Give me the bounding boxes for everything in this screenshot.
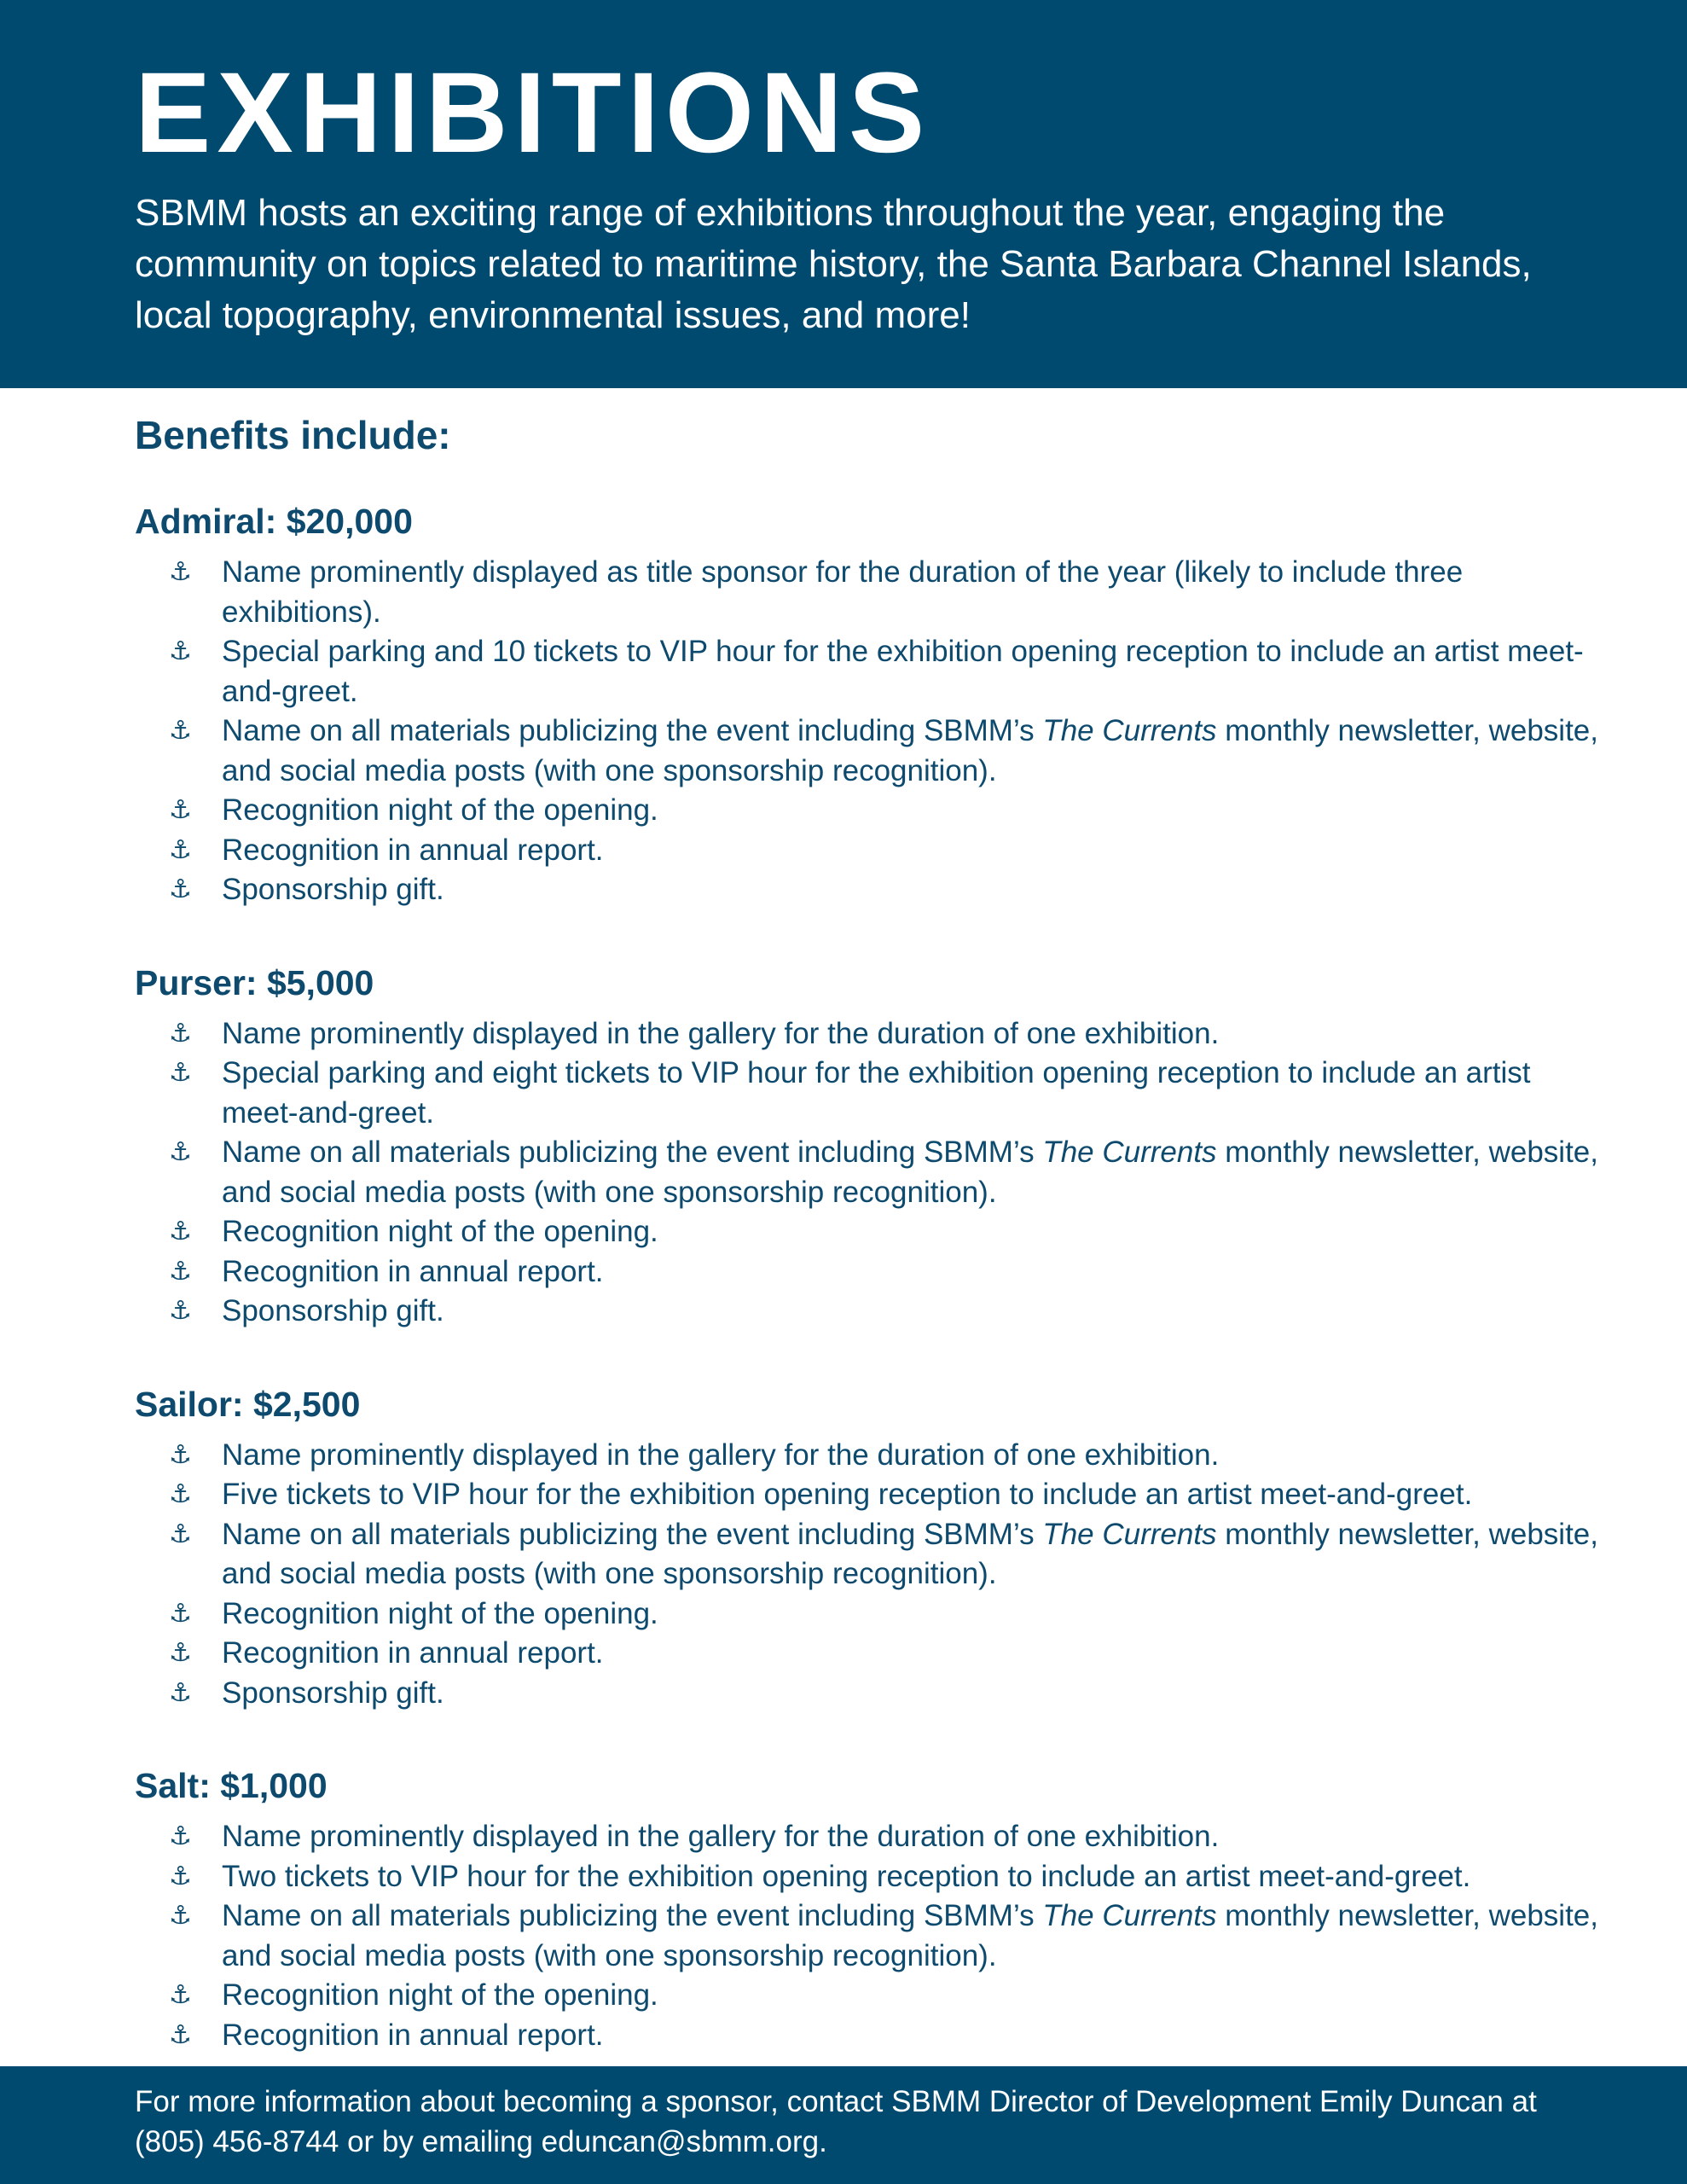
anchor-icon: ⚓ — [169, 1821, 192, 1851]
benefit-text: Special parking and eight tickets to VIP hour for the exhibition opening reception to include an artist meet-and-greet. — [222, 1056, 1531, 1130]
tier-heading: Sailor: $2,500 — [135, 1384, 361, 1424]
benefit-item — [135, 1817, 1602, 1857]
anchor-icon: ⚓ — [169, 1018, 192, 1048]
page-title: EXHIBITIONS — [135, 49, 931, 177]
benefit-item — [135, 1014, 1602, 1054]
intro-text: SBMM hosts an exciting range of exhibitions throughout the year, engaging the community on topics related to maritime history, the Santa Barbara Channel Islands, local topography, environmental issues, and more! — [135, 192, 1532, 336]
benefit-text: Name on all materials publicizing the event including SBMM’s — [222, 1899, 1043, 1932]
footer-contact-text: For more information about becoming a sponsor, contact SBMM Director of Development Emily Duncan at (805) 456-8744 or by emailing eduncan@sbmm.org. — [135, 2085, 1537, 2158]
benefit-item — [135, 553, 1602, 632]
newsletter-title: The Currents — [1042, 1899, 1217, 1932]
anchor-icon: ⚓ — [169, 1901, 192, 1931]
anchor-icon: ⚓ — [169, 2019, 192, 2050]
benefit-item — [135, 1594, 1602, 1635]
benefit-text: Recognition night of the opening. — [222, 793, 658, 827]
tier-heading: Salt: $1,000 — [135, 1766, 328, 1805]
benefits-section — [135, 401, 1602, 2055]
anchor-icon: ⚓ — [169, 1217, 192, 1246]
benefit-text: Name prominently displayed in the gallery for the duration of one exhibition. — [222, 1438, 1220, 1472]
benefit-item — [135, 870, 1602, 910]
anchor-icon: ⚓ — [169, 557, 192, 587]
benefit-text: Name on all materials publicizing the event including SBMM’s — [222, 714, 1043, 747]
tier-heading: Purser: $5,000 — [135, 962, 374, 1002]
benefit-text: Name prominently displayed in the gallery for the duration of one exhibition. — [222, 1820, 1220, 1853]
benefit-text: Two tickets to VIP hour for the exhibition opening reception to include an artist meet-and-greet. — [222, 1859, 1471, 1893]
benefit-item — [135, 1475, 1602, 1515]
benefit-item — [135, 632, 1602, 712]
benefit-item — [135, 1133, 1602, 1212]
benefit-list — [135, 553, 1602, 910]
benefit-item — [135, 1634, 1602, 1674]
benefit-item — [135, 712, 1602, 791]
footer-banner — [0, 2066, 1687, 2184]
tier-section — [135, 1754, 1602, 2055]
benefits-heading: Benefits include: — [135, 413, 451, 457]
anchor-icon: ⚓ — [169, 1980, 192, 2010]
anchor-icon: ⚓ — [169, 834, 192, 865]
tier-section — [135, 490, 1602, 910]
anchor-icon: ⚓ — [169, 1296, 192, 1326]
benefit-text: Recognition night of the opening. — [222, 1596, 658, 1630]
anchor-icon: ⚓ — [169, 1861, 192, 1891]
tier-heading: Admiral: $20,000 — [135, 502, 413, 541]
benefit-list — [135, 1817, 1602, 2055]
benefit-text: Recognition night of the opening. — [222, 1978, 658, 2012]
benefit-text: Name on all materials publicizing the event including SBMM’s — [222, 1136, 1043, 1169]
anchor-icon: ⚓ — [169, 874, 192, 904]
benefit-text: Sponsorship gift. — [222, 1676, 444, 1710]
benefit-text: Name prominently displayed in the gallery for the duration of one exhibition. — [222, 1016, 1220, 1050]
anchor-icon: ⚓ — [169, 1256, 192, 1287]
tier-section — [135, 1373, 1602, 1714]
benefit-text: monthly newsletter, website, and social media posts (with one sponsorship recognition). — [222, 1136, 1598, 1209]
anchor-icon: ⚓ — [169, 1519, 192, 1549]
benefit-item — [135, 1212, 1602, 1252]
tier-list — [135, 490, 1602, 2055]
benefit-text: Recognition in annual report. — [222, 1254, 604, 1288]
anchor-icon: ⚓ — [169, 636, 192, 666]
benefit-text: Name on all materials publicizing the event including SBMM’s — [222, 1517, 1043, 1551]
benefit-text: monthly newsletter, website, and social media posts (with one sponsorship recognition). — [222, 1899, 1598, 1972]
benefit-item — [135, 831, 1602, 871]
tier-section — [135, 951, 1602, 1332]
header-banner — [0, 0, 1687, 388]
newsletter-title: The Currents — [1042, 714, 1217, 747]
benefit-text: monthly newsletter, website, and social media posts (with one sponsorship recognition). — [222, 714, 1598, 787]
benefit-list — [135, 1014, 1602, 1332]
benefit-item — [135, 1436, 1602, 1476]
benefit-item — [135, 1292, 1602, 1332]
benefit-list — [135, 1436, 1602, 1714]
benefit-text: monthly newsletter, website, and social media posts (with one sponsorship recognition). — [222, 1517, 1598, 1590]
benefit-text: Name prominently displayed as title sponsor for the duration of the year (likely to include three exhibitions). — [222, 555, 1464, 629]
benefit-text: Recognition night of the opening. — [222, 1215, 658, 1248]
benefit-item — [135, 1252, 1602, 1292]
benefit-text: Sponsorship gift. — [222, 1294, 444, 1327]
newsletter-title: The Currents — [1042, 1136, 1217, 1169]
anchor-icon: ⚓ — [169, 1598, 192, 1629]
benefit-item — [135, 1976, 1602, 2016]
anchor-icon: ⚓ — [169, 1058, 192, 1088]
benefit-item — [135, 1515, 1602, 1594]
benefit-text: Five tickets to VIP hour for the exhibition opening reception to include an artist meet-and-greet. — [222, 1478, 1473, 1511]
benefit-text: Recognition in annual report. — [222, 1636, 604, 1670]
benefit-item — [135, 1857, 1602, 1897]
benefit-text: Recognition in annual report. — [222, 2018, 604, 2052]
benefit-item — [135, 1896, 1602, 1976]
anchor-icon: ⚓ — [169, 1638, 192, 1668]
benefit-item — [135, 1054, 1602, 1133]
benefit-text: Recognition in annual report. — [222, 833, 604, 867]
anchor-icon: ⚓ — [169, 1677, 192, 1708]
anchor-icon: ⚓ — [169, 716, 192, 746]
benefit-text: Special parking and 10 tickets to VIP hour for the exhibition opening reception to include an artist meet-and-greet. — [222, 635, 1584, 708]
benefit-text: Sponsorship gift. — [222, 873, 444, 906]
anchor-icon: ⚓ — [169, 1439, 192, 1470]
anchor-icon: ⚓ — [169, 1137, 192, 1167]
benefit-item — [135, 791, 1602, 831]
benefit-item — [135, 1674, 1602, 1714]
newsletter-title: The Currents — [1042, 1517, 1217, 1551]
anchor-icon: ⚓ — [169, 1479, 192, 1509]
anchor-icon: ⚓ — [169, 795, 192, 825]
benefit-item — [135, 2016, 1602, 2056]
